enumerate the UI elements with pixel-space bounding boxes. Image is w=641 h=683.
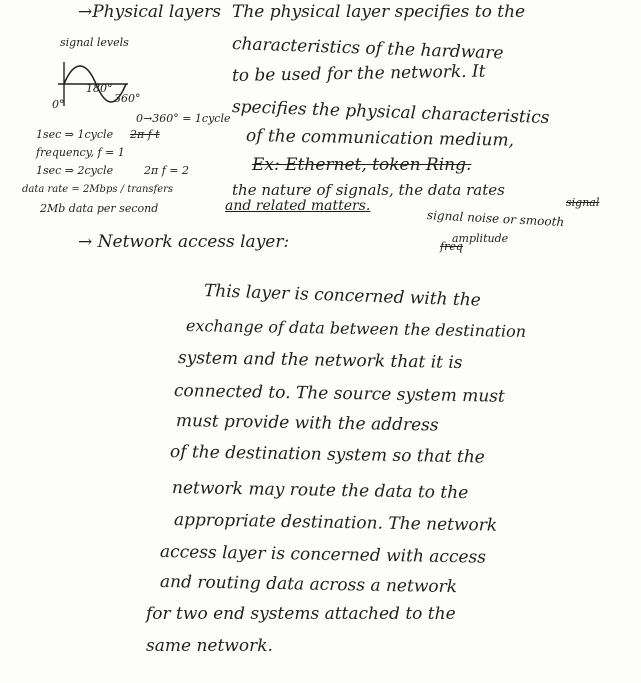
sec2-tail: 2π f = 2 — [144, 164, 190, 177]
network-access-line: must provide with the address — [175, 411, 439, 436]
margin-signal: signal — [566, 196, 600, 209]
physical-layer-line: to be used for the network. It — [231, 61, 486, 86]
sec1-struck: 2π f t — [130, 128, 160, 141]
sec1-note: 1sec ⇒ 1cycle — [36, 128, 114, 141]
sec2-note: 1sec ⇒ 2cycle — [36, 164, 114, 177]
physical-layer-line: characteristics of the hardware — [231, 34, 504, 64]
network-access-line: of the destination system so that the — [169, 442, 486, 468]
physical-layer-heading: →Physical layers — [78, 2, 221, 22]
wave-180-label: 180° — [86, 82, 113, 95]
network-access-line: for two end systems attached to the — [146, 604, 456, 624]
network-access-line: appropriate destination. The network — [173, 510, 498, 536]
network-access-line: This layer is concerned with the — [203, 281, 482, 311]
physical-layer-line: of the communication medium, — [245, 126, 515, 151]
frequency-note: frequency, f = 1 — [36, 146, 125, 159]
physical-layer-line: and related matters. — [225, 198, 371, 214]
network-access-line: access layer is concerned with access — [159, 542, 487, 568]
network-access-heading: → Network access layer: — [78, 232, 290, 252]
network-access-line: connected to. The source system must — [173, 381, 505, 407]
network-access-line: network may route the data to the — [171, 478, 469, 504]
network-access-line: same network. — [146, 636, 273, 656]
network-access-line: and routing data across a network — [159, 572, 458, 598]
physical-layer-line: specifies the physical characteristics — [231, 97, 550, 129]
amplitude-struck: freq — [440, 240, 463, 253]
network-access-line: exchange of data between the destination — [185, 316, 527, 341]
physical-layer-line: The physical layer specifies to the — [232, 2, 526, 22]
signal-levels-note: signal levels — [60, 36, 129, 49]
wave-360-label: 360° — [114, 92, 141, 105]
signal-noise-note: signal noise or smooth — [426, 208, 565, 230]
wave-0-label: 0° — [52, 98, 65, 111]
physical-layer-line: the nature of signals, the data rates — [232, 181, 505, 199]
network-access-line: system and the network that it is — [177, 348, 463, 373]
cycle-note: 0→360° = 1cycle — [136, 112, 231, 125]
data-rate-note: data rate = 2Mbps / transfers — [22, 184, 174, 195]
data-rate-note-2: 2Mb data per second — [40, 202, 159, 215]
amplitude-note: amplitude — [452, 232, 509, 245]
struck-example: Ex: Ethernet, token Ring. — [252, 155, 472, 175]
